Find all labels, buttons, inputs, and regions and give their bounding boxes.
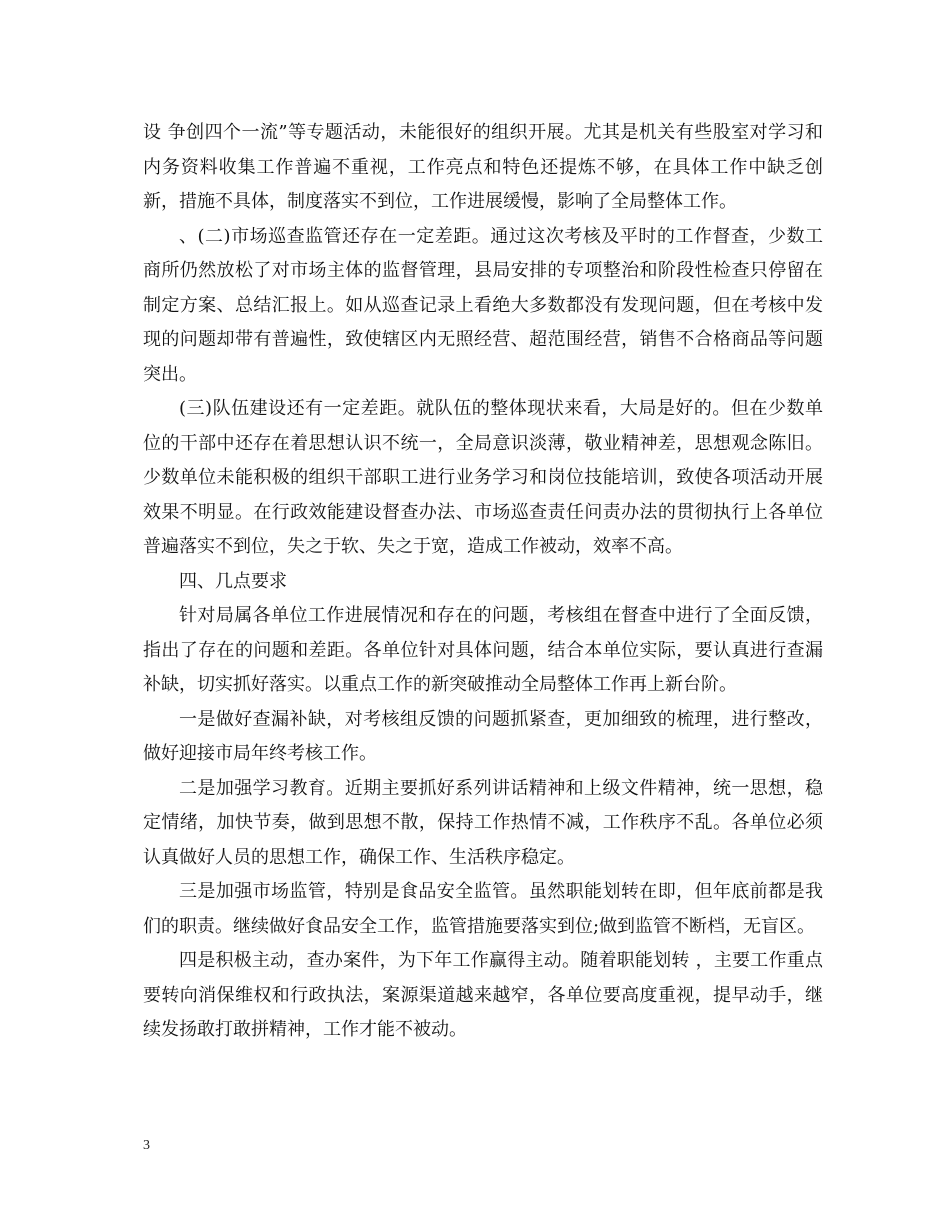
body-text xyxy=(143,116,823,1048)
paragraph-feedback: 针对局属各单位工作进展情况和存在的问题，考核组在督查中进行了全面反馈，指出了存在的问题和差距。各单位针对具体问题，结合本单位实际，要认真进行查漏补缺，切实抓好落实。以重点工作的新突破推动全局整体工作再上新台阶。 xyxy=(143,605,823,695)
section-heading-requirements: 四、几点要求 xyxy=(179,570,287,592)
paragraph-item-two: 二是加强学习教育。近期主要抓好系列讲话精神和上级文件精神，统一思想，稳定情绪，加快节奏，做到思想不散，保持工作热情不减，工作秩序不乱。各单位必须认真做好人员的思想工作，确保工作、生活秩序稳定。 xyxy=(143,777,823,868)
paragraph-team-building: (三)队伍建设还有一定差距。就队伍的整体现状来看，大局是好的。但在少数单位的干部中还存在着思想认识不统一，全局意识淡薄，敬业精神差，思想观念陈旧。少数单位未能积极的组织干部职工进行业务学习和岗位技能培训，致使各项活动开展效果不明显。在行政效能建设督查办法、市场巡查责任问责办法的贯彻执行上各单位普遍落实不到位，失之于软、失之于宽，造成工作被动，效率不高。 xyxy=(143,398,823,557)
paragraph-item-four: 四是积极主动，查办案件，为下年工作赢得主动。随着职能划转 ，主要工作重点要转向消保维权和行政执法，案源渠道越来越窄，各单位要高度重视，提早动手，继续发扬敢打敢拼精神，工作才能不被动。 xyxy=(143,950,823,1040)
paragraph-item-one: 一是做好查漏补缺，对考核组反馈的问题抓紧查，更加细致的梳理，进行整改，做好迎接市局年终考核工作。 xyxy=(143,708,823,764)
paragraph-continuation: 设 争创四个一流”等专题活动，未能很好的组织开展。尤其是机关有些股室对学习和内务资料收集工作普遍不重视，工作亮点和特色还提炼不够，在具体工作中缺乏创新，措施不具体，制度落实不到位，工作进展缓慢，影响了全局整体工作。 xyxy=(143,122,823,212)
paragraph-item-three: 三是加强市场监管，特别是食品安全监管。虽然职能划转在即，但年底前都是我们的职责。继续做好食品安全工作，监管措施要落实到位;做到监管不断档，无盲区。 xyxy=(143,881,823,937)
page-number: 3 xyxy=(143,1138,150,1153)
paragraph-market-supervision: 、(二)市场巡查监管还存在一定差距。通过这次考核及平时的工作督查，少数工商所仍然放松了对市场主体的监督管理，县局安排的专项整治和阶段性检查只停留在制定方案、总结汇报上。如从巡查记录上看绝大多数都没有发现问题，但在考核中发现的问题却带有普遍性，致使辖区内无照经营、超范围经营，销售不合格商品等问题突出。 xyxy=(143,225,823,385)
